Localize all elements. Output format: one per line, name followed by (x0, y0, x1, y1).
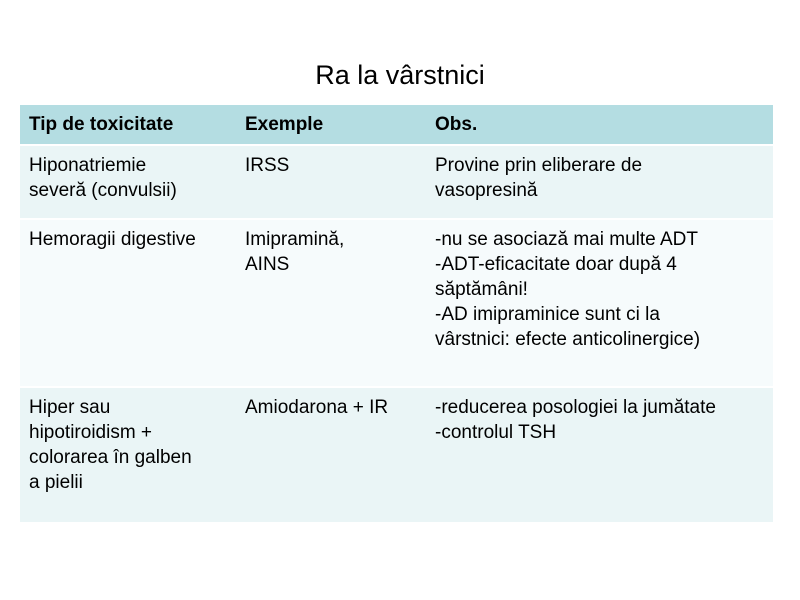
table-row (20, 219, 773, 387)
cell-observations (426, 145, 773, 219)
header-observations: Obs. (435, 114, 478, 135)
cell-text: vârstnici: efecte anticolinergice) (435, 329, 701, 350)
cell-text: vasopresină (435, 180, 538, 201)
cell-text: săptămâni! (435, 279, 528, 300)
toxicity-table (20, 105, 773, 522)
cell-text: Hiper sau (29, 397, 111, 418)
cell-text: IRSS (245, 155, 290, 176)
table-row (20, 145, 773, 219)
cell-text: -ADT-eficacitate doar după 4 (435, 254, 677, 275)
cell-examples (236, 219, 426, 387)
cell-text: AINS (245, 254, 290, 275)
cell-text: Hemoragii digestive (29, 229, 196, 250)
cell-text: Hiponatriemie (29, 155, 147, 176)
table-row (20, 387, 773, 522)
cell-toxicity-type (20, 219, 236, 387)
slide-title: Ra la vârstnici (315, 60, 485, 90)
cell-text: Provine prin eliberare de (435, 155, 643, 176)
cell-examples (236, 387, 426, 522)
cell-examples (236, 145, 426, 219)
cell-text: -reducerea posologiei la jumătate (435, 397, 716, 418)
cell-toxicity-type (20, 387, 236, 522)
cell-text: hipotiroidism + (29, 422, 153, 443)
header-toxicity-type: Tip de toxicitate (29, 114, 174, 135)
cell-observations (426, 387, 773, 522)
cell-text: -nu se asociază mai multe ADT (435, 229, 698, 250)
cell-text: Amiodarona + IR (245, 397, 389, 418)
cell-text: -AD imipraminice sunt ci la (435, 304, 660, 325)
cell-text: colorarea în galben (29, 447, 192, 468)
cell-text: a pielii (29, 472, 83, 493)
cell-observations (426, 219, 773, 387)
cell-toxicity-type (20, 145, 236, 219)
table-header-row (20, 105, 773, 145)
header-examples: Exemple (245, 114, 324, 135)
cell-text: -controlul TSH (435, 422, 557, 443)
cell-text: Imipramină, (245, 229, 345, 250)
cell-text: severă (convulsii) (29, 180, 177, 201)
